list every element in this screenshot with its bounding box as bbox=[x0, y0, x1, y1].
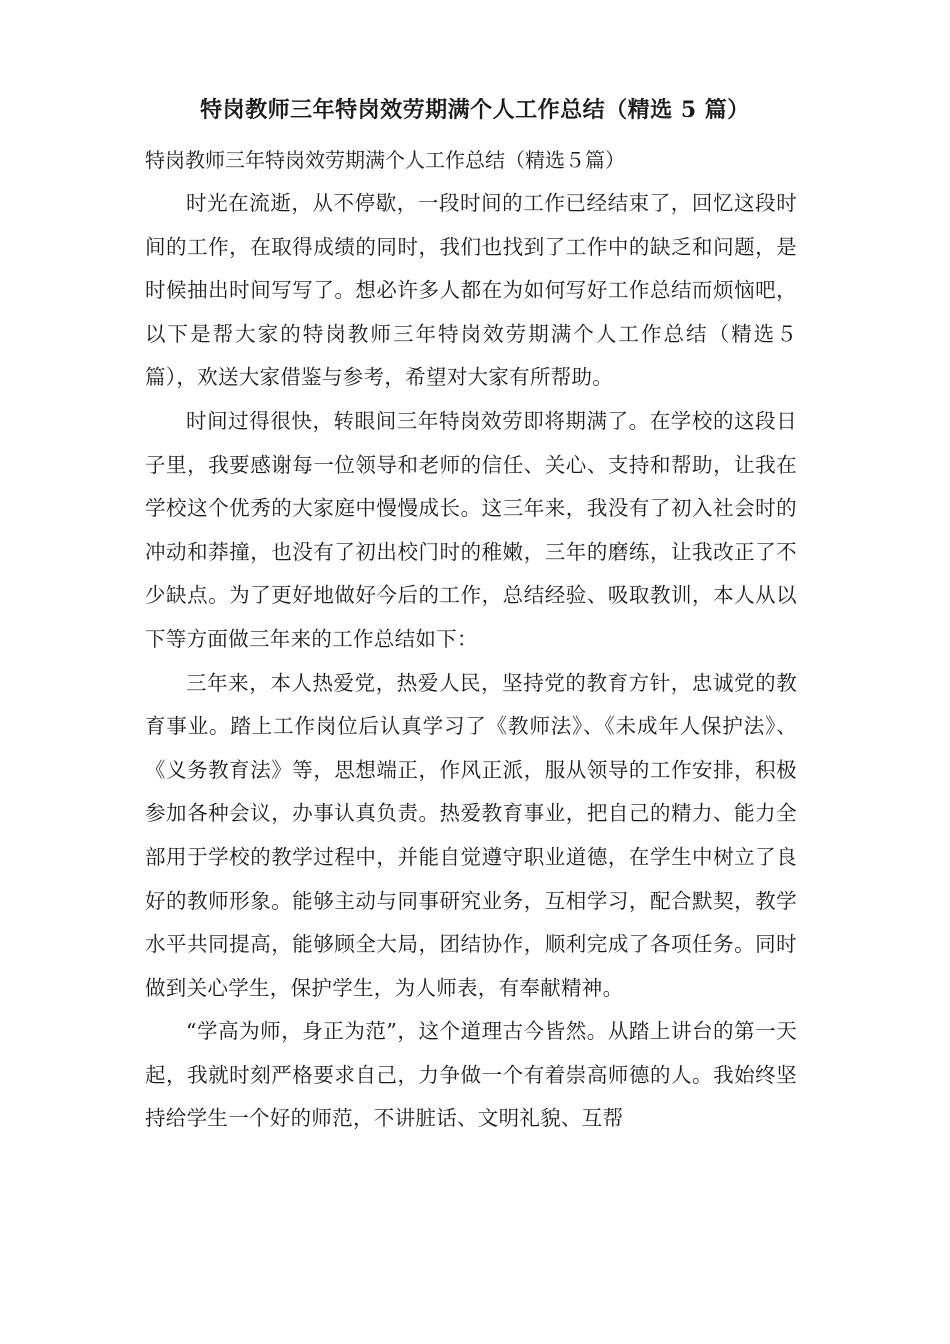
document-title: 特岗教师三年特岗效劳期满个人工作总结（精选 5 篇） bbox=[200, 97, 750, 123]
paragraph-political-stance: 三年来，本人热爱党，热爱人民，坚持党的教育方针，忠诚党的教育事业。踏上工作岗位后认真学习了《教师法》、《未成年人保护法》、《义务教育法》等，思想端正，作风正派，服从领导的工作安排，积极参加各种会议，办事认真负责。热爱教育事业，把自己的精力、能力全部用于学校的教学过程中，并能自觉遵守职业道德，在学生中树立了良好的教师形象。能够主动与同事研究业务，互相学习，配合默契，教学水平共同提高，能够顾全大局，团结协作，顺利完成了各项任务。同时做到关心学生，保护学生，为人师表，有奉献精神。 bbox=[145, 670, 797, 1000]
document-subtitle: 特岗教师三年特岗效劳期满个人工作总结（精选５篇） bbox=[145, 148, 625, 172]
document-body bbox=[145, 142, 797, 1141]
paragraph-teacher-ethics: “学高为师，身正为范”，这个道理古今皆然。从踏上讲台的第一天起，我就时刻严格要求自己，力争做一个有着崇高师德的人。我始终坚持给学生一个好的师范，不讲脏话、文明礼貌、互帮 bbox=[145, 1019, 797, 1131]
paragraph-intro: 时光在流逝，从不停歇，一段时间的工作已经结束了，回忆这段时间的工作，在取得成绩的同时，我们也找到了工作中的缺乏和问题，是时候抽出时间写写了。想必许多人都在为如何写好工作总结而烦恼吧，以下是帮大家的特岗教师三年特岗效劳期满个人工作总结（精选５篇），欢送大家借鉴与参考，希望对大家有所帮助。 bbox=[145, 191, 797, 390]
paragraph-gratitude: 时间过得很快，转眼间三年特岗效劳即将期满了。在学校的这段日子里，我要感谢每一位领导和老师的信任、关心、支持和帮助，让我在学校这个优秀的大家庭中慢慢成长。这三年来，我没有了初入社会时的冲动和莽撞，也没有了初出校门时的稚嫩，三年的磨练，让我改正了不少缺点。为了更好地做好今后的工作，总结经验、吸取教训，本人从以下等方面做三年来的工作总结如下： bbox=[145, 408, 797, 651]
